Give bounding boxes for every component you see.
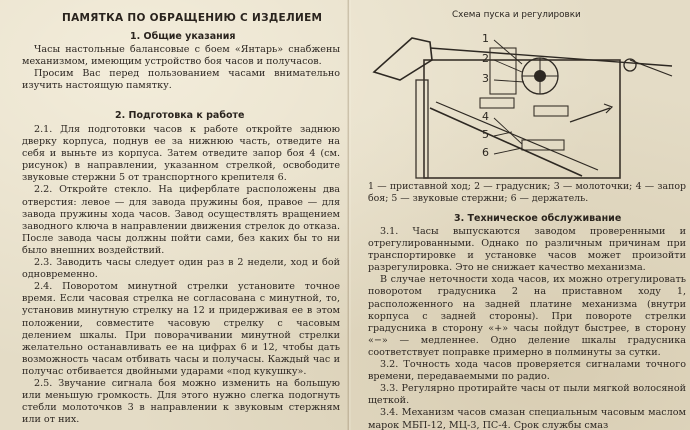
section-3-body: [368, 226, 686, 430]
diagram-caption: 1 — приставной ход; 2 — градусник; 3 — молоточки; 4 — запор боя; 5 — звуковые стержни; 6 — держатель.: [368, 181, 686, 204]
diagram-label: 6: [482, 146, 489, 159]
page-fold: [347, 0, 351, 430]
diagram-label: 3: [482, 72, 489, 85]
section-2-heading: 2. Подготовка к работе: [115, 110, 245, 121]
section-1-body: [22, 44, 340, 92]
diagram-label: 5: [482, 128, 489, 141]
sound-rod: [436, 102, 598, 170]
diagram-title: Схема пуска и регулировки: [452, 10, 581, 20]
diagram-label: 4: [482, 110, 489, 123]
rod-pivot-icon: [624, 59, 636, 71]
left-support: [416, 80, 428, 178]
paragraph: 3.3. Регулярно протирайте часы от пыли мягкой волосяной щеткой.: [368, 383, 686, 407]
paragraph: 2.1. Для подготовки часов к работе откройте заднюю дверку корпуса, поднув ее за нижнюю часть, отведите на себя и выньте из корпуса. Затем отведите запор боя 4 (см. рисунок) в направлении, указанном стрелкой, освободите звуковые стержни 5 от транспортного крепителя 6.: [22, 124, 340, 184]
document-title: ПАМЯТКА ПО ОБРАЩЕНИЮ С ИЗДЕЛИЕМ: [62, 12, 323, 24]
paragraph: 2.3. Заводить часы следует один раз в 2 недели, ход и бой одновременно.: [22, 257, 340, 281]
paragraph: 2.2. Откройте стекло. На циферблате расположены два отверстия: левое — для завода пружины боя, правое — для завода пружины хода часов. Завод осуществлять вращением заводного ключа в направлении движения стрелок до отказа. После завода часы должны пойти сами, без каких бы то ни было внешних воздействий.: [22, 184, 340, 256]
section-2-body: [22, 124, 340, 426]
paragraph: 3.4. Механизм часов смазан специальным часовым маслом марок МБП-12, МЦ-3, ПС-4. Срок службы смаз: [368, 407, 686, 430]
slot: [480, 98, 514, 108]
paragraph: В случае неточности хода часов, их можно отрегулировать поворотом градусника 2 на приставном ходу 1, расположенного на задней платине механизма (внутри корпуса с задней стороны). При повороте стрелки градусника в сторону «+» часы пойдут быстрее, в сторону «−» — медленнее. Одно деление шкалы градусника соответствует поправке примерно в полминуты за сутки.: [368, 274, 686, 358]
paragraph: Часы настольные балансовые с боем «Янтарь» снабжены механизмом, имеющим устройство боя часов и получасов.: [22, 44, 340, 68]
diagram-label: 1: [482, 32, 489, 45]
sound-rod: [430, 108, 582, 176]
clock-mechanism-diagram: [372, 20, 682, 180]
section-3-heading: 3. Техническое обслуживание: [454, 213, 622, 224]
paragraph: Просим Вас перед пользованием часами внимательно изучить настоящую памятку.: [22, 68, 340, 92]
paragraph: 3.1. Часы выпускаются заводом проверенными и отрегулированными. Однако по различным причинам при транспортировке и установке часов может произойти разрегулировка. Это не снижает качество механизма.: [368, 226, 686, 274]
paragraph: 2.4. Поворотом минутной стрелки установите точное время. Если часовая стрелка не согласована с минутной, то, установив минутную стрелку на 12 и придерживая ее в этом положении, совместите часовую стрелку с часовым делением шкалы. При поворачивании минутной стрелки желательно останавливать ее на цифрах 6 и 12, чтобы дать возможность часам отбивать часы и получасы. Каждый час и получас отбивается двойными ударами «под кукушку».: [22, 281, 340, 377]
paragraph: 3.2. Точность хода часов проверяется сигналами точного времени, передаваемыми по радио.: [368, 359, 686, 383]
slot: [534, 106, 568, 116]
section-1-heading: 1. Общие указания: [130, 31, 236, 42]
diagram-label: 2: [482, 52, 489, 65]
paragraph: 2.5. Звучание сигнала боя можно изменить на большую или меньшую громкость. Для этого нужно слегка подогнуть стебли молоточков 3 в направлении к звуковым стержням или от них.: [22, 377, 340, 426]
slot: [522, 140, 564, 150]
